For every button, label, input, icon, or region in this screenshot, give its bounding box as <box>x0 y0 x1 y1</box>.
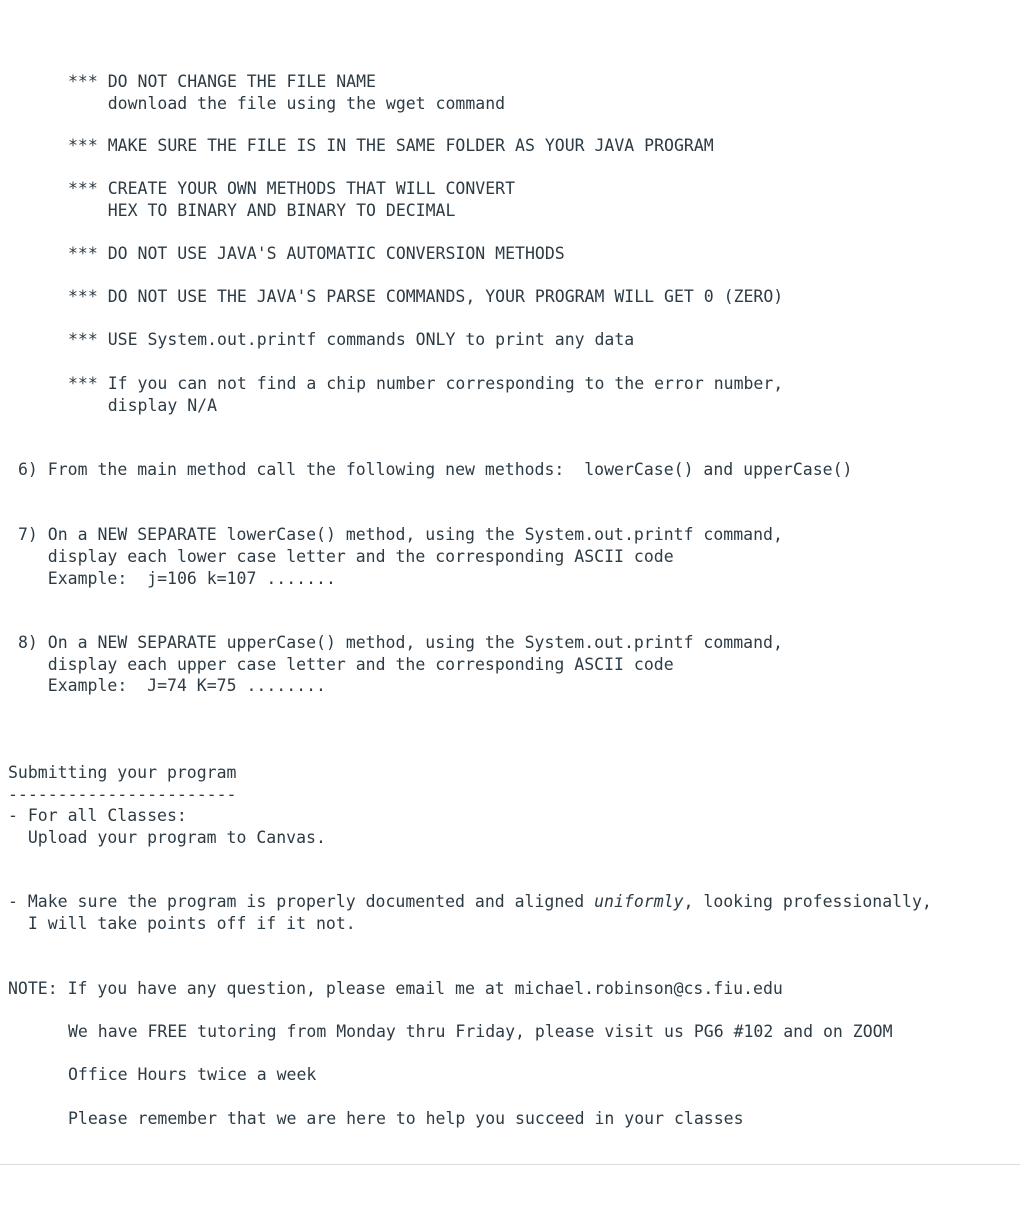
rule-chip-not-found: *** If you can not find a chip number corresponding to the error number, <box>68 374 784 393</box>
rule-file-name: *** DO NOT CHANGE THE FILE NAME <box>68 72 376 91</box>
step-8-detail: display each upper case letter and the corresponding ASCII code <box>18 655 674 674</box>
rule-file-name-detail: download the file using the wget command <box>68 94 506 113</box>
rule-own-methods-detail: HEX TO BINARY AND BINARY TO DECIMAL <box>68 201 456 220</box>
submitting-classes: - For all Classes: <box>8 806 187 825</box>
note-office-hours: Office Hours twice a week <box>68 1065 317 1084</box>
rule-no-auto-conversion: *** DO NOT USE JAVA'S AUTOMATIC CONVERSION METHODS <box>68 244 565 263</box>
note-tutoring: We have FREE tutoring from Monday thru Friday, please visit us PG6 #102 and on ZOOM <box>68 1022 893 1041</box>
step-6: 6) From the main method call the following new methods: lowerCase() and upperCase() <box>18 460 853 479</box>
rule-same-folder: *** MAKE SURE THE FILE IS IN THE SAME FOLDER AS YOUR JAVA PROGRAM <box>68 136 714 155</box>
step-7: 7) On a NEW SEPARATE lowerCase() method, using the System.out.printf command, <box>18 525 783 544</box>
rule-chip-not-found-detail: display N/A <box>68 396 218 415</box>
submitting-points-off: I will take points off if it not. <box>8 914 356 933</box>
rule-printf-only: *** USE System.out.printf commands ONLY to print any data <box>68 330 635 349</box>
rule-own-methods: *** CREATE YOUR OWN METHODS THAT WILL CONVERT <box>68 179 516 198</box>
submitting-documented <box>8 891 932 913</box>
step-8-example: Example: J=74 K=75 ........ <box>18 676 326 695</box>
step-8: 8) On a NEW SEPARATE upperCase() method, using the System.out.printf command, <box>18 633 783 652</box>
step-7-detail: display each lower case letter and the corresponding ASCII code <box>18 547 674 566</box>
documented-text-emphasis: uniformly <box>594 892 684 911</box>
documented-text-before: - Make sure the program is properly documented and aligned <box>8 892 595 911</box>
submitting-upload: Upload your program to Canvas. <box>8 828 326 847</box>
note-email: NOTE: If you have any question, please email me at michael.robinson@cs.fiu.edu <box>8 979 783 998</box>
submitting-heading: Submitting your program <box>8 763 237 782</box>
bottom-divider <box>0 1164 1020 1165</box>
step-7-example: Example: j=106 k=107 ....... <box>18 569 336 588</box>
rule-no-parse: *** DO NOT USE THE JAVA'S PARSE COMMANDS, YOUR PROGRAM WILL GET 0 (ZERO) <box>68 287 784 306</box>
note-remember: Please remember that we are here to help you succeed in your classes <box>68 1109 744 1128</box>
submitting-underline: ----------------------- <box>8 785 237 804</box>
documented-text-after: , looking professionally, <box>683 892 932 911</box>
